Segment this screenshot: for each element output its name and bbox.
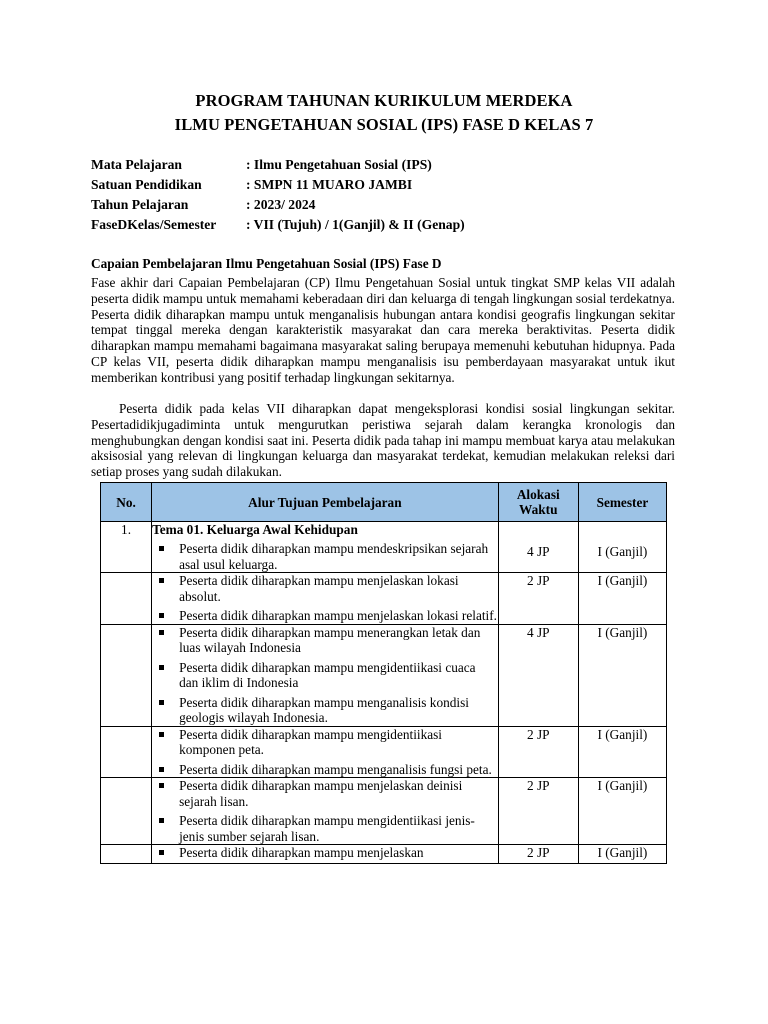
header-alokasi-line2: Waktu bbox=[519, 502, 558, 517]
table-row bbox=[101, 624, 667, 726]
table-row bbox=[101, 845, 667, 864]
bullet-text: Peserta didik diharapkan mampu mengidentiikasi jenis-jenis sumber sejarah lisan. bbox=[179, 813, 475, 844]
bullet-text: Peserta didik diharapkan mampu menjelaskan deinisi sejarah lisan. bbox=[179, 778, 463, 809]
info-row-tahun-pelajaran bbox=[91, 195, 465, 215]
row-number: 1. bbox=[101, 522, 152, 573]
square-bullet-icon bbox=[159, 732, 164, 737]
bullet-text: Peserta didik diharapkan mampu menganalisis kondisi geologis wilayah Indonesia. bbox=[179, 694, 469, 725]
alur-cell bbox=[152, 624, 499, 726]
table-row bbox=[101, 726, 667, 778]
bullet-text: Peserta didik diharapkan mampu menjelaskan lokasi relatif. bbox=[179, 608, 497, 623]
row-number-continued bbox=[101, 726, 152, 778]
square-bullet-icon bbox=[159, 578, 164, 583]
bullet-text: Peserta didik diharapkan mampu menerangkan letak dan luas wilayah Indonesia bbox=[179, 624, 481, 655]
alokasi-cell: 4 JP bbox=[498, 624, 578, 726]
square-bullet-icon bbox=[159, 630, 164, 635]
bullet-text: Peserta didik diharapkan mampu mengidentiikasi komponen peta. bbox=[179, 726, 442, 757]
info-value: : SMPN 11 MUARO JAMBI bbox=[246, 177, 413, 192]
square-bullet-icon bbox=[159, 818, 164, 823]
list-item bbox=[152, 845, 498, 861]
square-bullet-icon bbox=[159, 546, 164, 551]
row-number-continued bbox=[101, 778, 152, 845]
list-item bbox=[152, 608, 498, 624]
alur-tujuan-table bbox=[100, 482, 667, 864]
table-row bbox=[101, 522, 667, 573]
bullet-text: Peserta didik diharapkan mampu mendeskripsikan sejarah asal usul keluarga. bbox=[179, 541, 489, 572]
row-number-continued bbox=[101, 845, 152, 864]
info-label: FaseDKelas/Semester bbox=[91, 217, 217, 232]
header-alokasi-waktu bbox=[498, 483, 578, 522]
header-alur: Alur Tujuan Pembelajaran bbox=[152, 483, 499, 522]
alur-cell bbox=[152, 726, 499, 778]
semester-cell: I (Ganjil) bbox=[578, 845, 666, 864]
list-item bbox=[152, 541, 498, 572]
table-row bbox=[101, 573, 667, 625]
row-number-continued bbox=[101, 573, 152, 625]
header-semester: Semester bbox=[578, 483, 666, 522]
square-bullet-icon bbox=[159, 783, 164, 788]
cp-heading: Capaian Pembelajaran Ilmu Pengetahuan Sosial (IPS) Fase D bbox=[91, 256, 442, 271]
info-value: : 2023/ 2024 bbox=[246, 197, 316, 212]
row-number-continued bbox=[101, 624, 152, 726]
bullet-text: Peserta didik diharapkan mampu menganalisis fungsi peta. bbox=[179, 761, 492, 777]
list-item bbox=[152, 660, 498, 691]
document-title-line2: ILMU PENGETAHUAN SOSIAL (IPS) FASE D KELAS 7 bbox=[174, 115, 594, 134]
list-item bbox=[152, 625, 498, 656]
list-item bbox=[152, 813, 498, 844]
square-bullet-icon bbox=[159, 665, 164, 670]
info-label: Tahun Pelajaran bbox=[91, 197, 189, 212]
alokasi-cell: 2 JP bbox=[498, 726, 578, 778]
semester-cell: I (Ganjil) bbox=[578, 573, 666, 625]
semester-cell: I (Ganjil) bbox=[578, 726, 666, 778]
info-row-mata-pelajaran bbox=[91, 155, 465, 175]
square-bullet-icon bbox=[159, 613, 164, 618]
header-no: No. bbox=[101, 483, 152, 522]
square-bullet-icon bbox=[159, 700, 164, 705]
alur-cell bbox=[152, 522, 499, 573]
alokasi-cell: 4 JP bbox=[498, 522, 578, 573]
tema-title: Tema 01. Keluarga Awal Kehidupan bbox=[152, 522, 358, 537]
square-bullet-icon bbox=[159, 767, 164, 772]
info-value: : Ilmu Pengetahuan Sosial (IPS) bbox=[246, 157, 432, 172]
bullet-text: Peserta didik diharapkan mampu menjelaskan lokasi absolut. bbox=[179, 573, 459, 604]
square-bullet-icon bbox=[159, 850, 164, 855]
document-title-line1: PROGRAM TAHUNAN KURIKULUM MERDEKA bbox=[195, 91, 573, 110]
list-item bbox=[152, 778, 498, 809]
alokasi-cell: 2 JP bbox=[498, 845, 578, 864]
semester-cell: I (Ganjil) bbox=[578, 624, 666, 726]
table-header-row bbox=[101, 483, 667, 522]
list-item bbox=[152, 573, 498, 604]
cp-paragraph-2: Peserta didik pada kelas VII diharapkan dapat mengeksplorasi kondisi sosial lingkungan sekitar. Pesertadidikjugadiminta untuk mengurutkan peristiwa sejarah dalam kerangka kronologis dan menghubungkan dengan kondisi saat ini. Peserta didik pada tahap ini mampu membuat karya atau melakukan aksisosial yang relevan di lingkungan keluarga dan masyarakat terdekat, kemudian melakukan releksi dari setiap proses yang sudah dilakukan. bbox=[91, 401, 675, 480]
semester-cell: I (Ganjil) bbox=[578, 778, 666, 845]
alokasi-cell: 2 JP bbox=[498, 573, 578, 625]
cp-paragraph-1: Fase akhir dari Capaian Pembelajaran (CP) Ilmu Pengetahuan Sosial untuk tingkat SMP kelas VII adalah peserta didik mampu untuk memahami keberadaan diri dan keluarga di tengah lingkungan sosial terdekatnya. Peserta didik diharapkan mampu untuk menganalisis hubungan antara kondisi geografis lingkungan sekitar tempat tinggal mereka dengan karakteristik masyarakat dan cara mereka beraktivitas. Peserta didik diharapkan mampu memahami bagaimana masyarakat saling berupaya memenuhi kebutuhan hidupnya. Pada CP kelas VII, peserta didik diharapkan mampu menganalisis isu pemberdayaan masyarakat untuk ikut memberikan kontribusi yang positif terhadap lingkungan sekitarnya. bbox=[91, 275, 675, 385]
info-label: Satuan Pendidikan bbox=[91, 177, 202, 192]
header-alokasi-line1: Alokasi bbox=[516, 487, 560, 502]
alokasi-cell: 2 JP bbox=[498, 778, 578, 845]
list-item bbox=[152, 695, 498, 726]
alur-cell bbox=[152, 573, 499, 625]
alur-cell bbox=[152, 845, 499, 864]
info-row-fase-kelas-semester bbox=[91, 215, 465, 235]
bullet-text: Peserta didik diharapkan mampu menjelaskan bbox=[179, 845, 424, 860]
table-row bbox=[101, 778, 667, 845]
semester-cell: I (Ganjil) bbox=[578, 522, 666, 573]
info-row-satuan-pendidikan bbox=[91, 175, 465, 195]
info-block bbox=[91, 155, 465, 235]
list-item bbox=[152, 762, 498, 778]
list-item bbox=[152, 727, 498, 758]
alur-cell bbox=[152, 778, 499, 845]
info-label: Mata Pelajaran bbox=[91, 157, 182, 172]
info-value: : VII (Tujuh) / 1(Ganjil) & II (Genap) bbox=[246, 217, 465, 232]
bullet-text: Peserta didik diharapkan mampu mengidentiikasi cuaca dan iklim di Indonesia bbox=[179, 659, 476, 690]
